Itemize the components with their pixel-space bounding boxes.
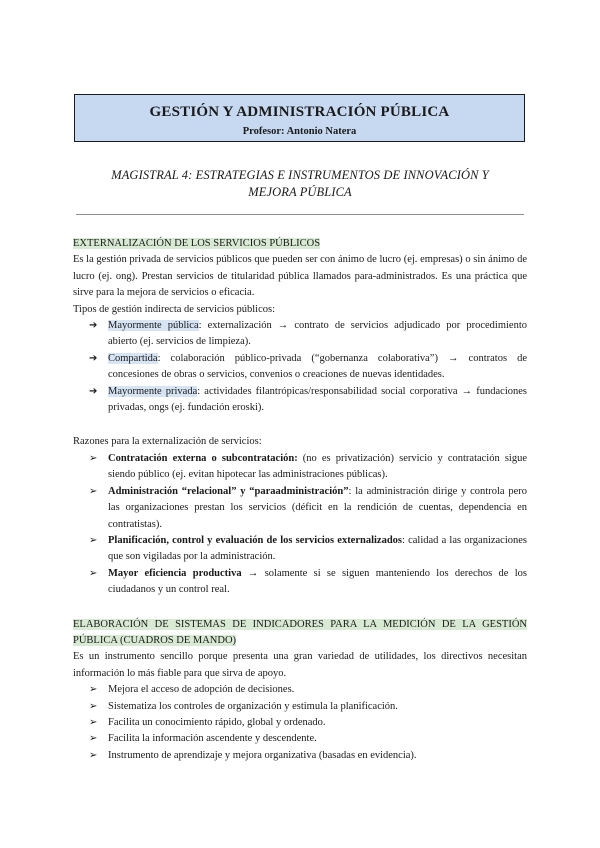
reasons-label: Razones para la externalización de servicios: bbox=[73, 436, 262, 448]
course-title: GESTIÓN Y ADMINISTRACIÓN PÚBLICA bbox=[149, 104, 450, 120]
list-item: ➔ Mayormente pública: externalización → contrato de servicios adjudicado por procedimiento abierto (ej. servicios de limpieza). bbox=[89, 320, 528, 348]
list-item: ➢ Planificación, control y evaluación de los servicios externalizados: calidad a las organizaciones que son vigiladas por la administración. bbox=[89, 534, 528, 563]
list-item: ➢ Administración “relacional” y “paraadministración”: la administración dirige y controla pero las organizaciones prestan los servicios (déficit en la rendición de cuentas, dependencia en contratistas). bbox=[89, 485, 527, 530]
arrow-bullet-icon: ➔ bbox=[89, 352, 98, 364]
divider-line bbox=[76, 214, 524, 215]
list-item: ➢ Facilita la información ascendente y descendente. bbox=[73, 731, 527, 747]
arrow-bullet-icon: ➔ bbox=[89, 385, 98, 397]
chevron-bullet-icon: ➢ bbox=[89, 733, 98, 745]
chevron-bullet-icon: ➢ bbox=[89, 700, 98, 712]
list-item: ➢ Instrumento de aprendizaje y mejora organizativa (basadas en evidencia). bbox=[73, 748, 527, 764]
list-item: ➔ Compartida: colaboración público-privada (“gobernanza colaborativa”) → contratos de concesiones de obras o servicios, convenios o creaciones de nuevas identidades. bbox=[89, 352, 527, 381]
list-item: ➔ Mayormente privada: actividades filantrópicas/responsabilidad social corporativa → fundaciones privadas, ongs (ej. fundación eroski). bbox=[89, 385, 527, 414]
chevron-bullet-icon: ➢ bbox=[89, 749, 98, 761]
list-item: ➢ Facilita un conocimiento rápido, global y ordenado. bbox=[73, 715, 527, 731]
lecture-title bbox=[80, 167, 520, 201]
chevron-bullet-icon: ➢ bbox=[89, 716, 98, 728]
section1-intro: Es la gestión privada de servicios públicos que pueden ser con ánimo de lucro (ej. empresas) o sin ánimo de lucro (ej. ong). Prestan servicios de titularidad pública llamados para-administrados. Es una práctica que sirve para la mejora de servicios o eficacia. bbox=[73, 254, 527, 299]
list-item: ➢ Sistematiza los controles de organización y estimula la planificación. bbox=[73, 699, 527, 715]
chevron-bullet-icon: ➢ bbox=[89, 452, 98, 464]
chevron-bullet-icon: ➢ bbox=[89, 534, 98, 546]
section2-intro: Es un instrumento sencillo porque presenta una gran variedad de utilidades, los directivos necesitan información lo más fiable para que sirva de apoyo. bbox=[73, 651, 527, 679]
chevron-bullet-icon: ➢ bbox=[89, 485, 98, 497]
list-item: ➢ Mejora el acceso de adopción de decisiones. bbox=[73, 682, 527, 698]
list-item: ➢ Contratación externa o subcontratación: (no es privatización) servicio y contratación sigue siendo público (ej. evitan hipotecar las administraciones públicas). bbox=[89, 452, 527, 481]
types-label: Tipos de gestión indirecta de servicios públicos: bbox=[73, 303, 276, 315]
lecture-title-line2: MEJORA PÚBLICA bbox=[248, 185, 352, 199]
chevron-bullet-icon: ➢ bbox=[89, 684, 98, 696]
list-item: ➢ Mayor eficiencia productiva → solamente si se siguen manteniendo los derechos de los ciudadanos y un control real. bbox=[89, 567, 527, 596]
lecture-title-line1: MAGISTRAL 4: ESTRATEGIAS E INSTRUMENTOS DE INNOVACIÓN Y bbox=[111, 168, 489, 182]
professor-name: Profesor: Antonio Natera bbox=[242, 126, 357, 137]
section-heading-externalizacion: EXTERNALIZACIÓN DE LOS SERVICIOS PÚBLICOS bbox=[73, 238, 321, 249]
indicators-list bbox=[73, 682, 527, 764]
arrow-bullet-icon: ➔ bbox=[89, 320, 98, 332]
section-heading-indicadores: ELABORACIÓN DE SISTEMAS DE INDICADORES PARA LA MEDICIÓN DE LA GESTIÓN PÚBLICA (CUADROS DE MANDO) bbox=[73, 618, 527, 646]
title-box bbox=[74, 94, 525, 142]
types-list bbox=[73, 318, 527, 416]
document-body bbox=[73, 236, 527, 764]
reasons-list bbox=[73, 451, 527, 599]
chevron-bullet-icon: ➢ bbox=[89, 567, 98, 579]
